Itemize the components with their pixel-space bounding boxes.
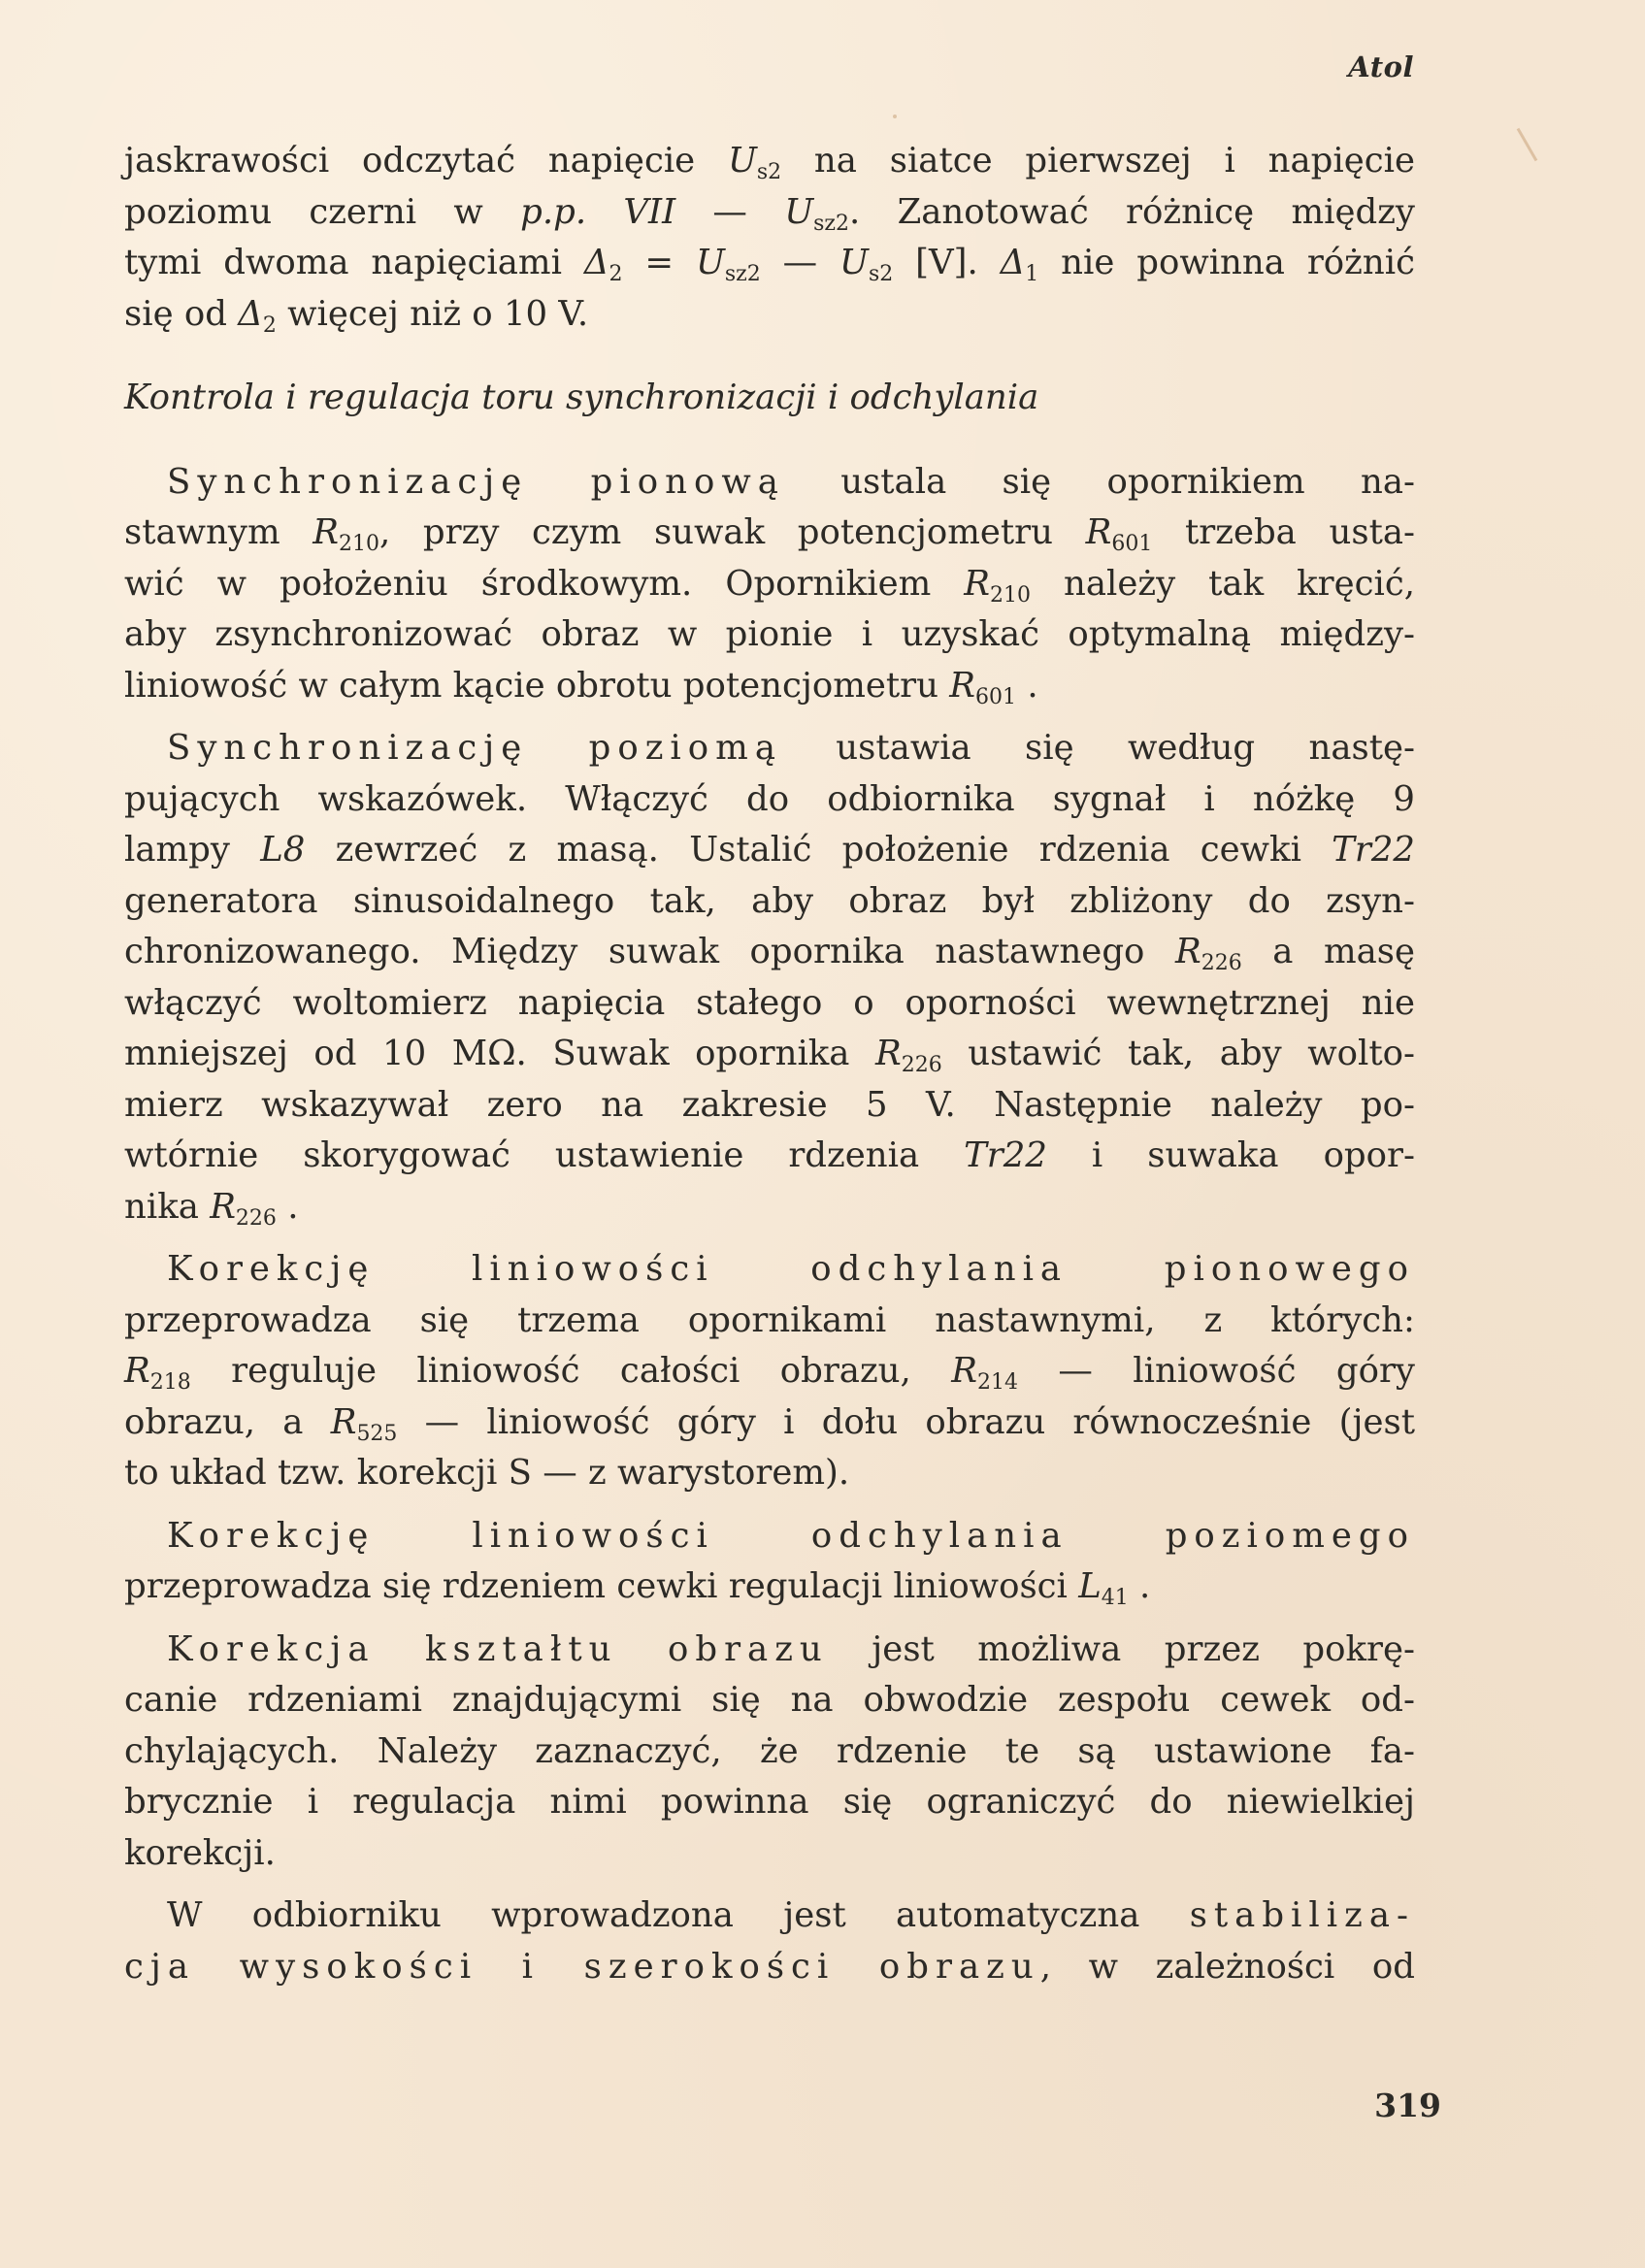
text-line: się od $\Delta_2$ więcej niż o 10 V.	[124, 293, 589, 338]
text-line: przeprowadza się trzema opornikami nastawnymi, z których:	[124, 1299, 1415, 1340]
text-line: lampy L8 zewrzeć z masą. Ustalić położenie rdzenia cewki Tr22	[124, 830, 1415, 870]
page-number: 319	[1374, 2087, 1441, 2124]
text-line: korekcji.	[124, 1832, 276, 1873]
text-line: $R_{218}$ reguluje liniowość całości obrazu, $R_{214}$ — liniowość góry	[124, 1351, 1415, 1395]
text-line: to układ tzw. korekcji S — z warystorem).	[124, 1453, 850, 1493]
text-line: W odbiorniku wprowadzona jest automatyczna stabiliza-	[167, 1895, 1415, 1935]
text-line: poziomu czerni w p.p. VII — $U_{sz2}$. Zanotować różnicę między	[124, 191, 1415, 236]
paragraph-vertical-sync	[124, 457, 1415, 712]
text-line	[124, 1244, 1415, 1296]
text-line: obrazu, a $R_{525}$ — liniowość góry i dołu obrazu równocześnie (jest	[124, 1401, 1415, 1446]
paper-fiber	[1517, 128, 1538, 161]
paragraph-auto-stabilization	[124, 1890, 1415, 1992]
spaced-emphasis: Synchronizację pionową	[167, 461, 785, 502]
text-line: mniejszej od 10 MΩ. Suwak opornika $R_{226}$ ustawić tak, aby wolto-	[124, 1034, 1415, 1077]
text-line: pujących wskazówek. Włączyć do odbiornika sygnał i nóżkę 9	[124, 778, 1415, 819]
text-line: brycznie i regulacja nimi powinna się ograniczyć do niewielkiej	[124, 1782, 1415, 1822]
text-line: generatora sinusoidalnego tak, aby obraz był zbliżony do zsyn-	[124, 880, 1415, 921]
section-heading: Kontrola i regulacja toru synchronizacji i odchylania	[124, 378, 1039, 417]
text-line	[124, 1511, 1415, 1562]
body-text	[124, 136, 1415, 1992]
paragraph-horizontal-sync	[124, 723, 1415, 1233]
spaced-emphasis: stabiliza-	[1189, 1895, 1415, 1935]
text-line: stawnym $R_{210}$, przy czym suwak potencjometru $R_{601}$ trzeba usta-	[124, 512, 1415, 556]
text-line: mierz wskazywał zero na zakresie 5 V. Następnie należy po-	[124, 1084, 1415, 1125]
text-line: włączyć woltomierz napięcia stałego o oporności wewnętrznej nie	[124, 982, 1415, 1023]
text-line: canie rdzeniami znajdującymi się na obwodzie zespołu cewek od-	[124, 1680, 1415, 1720]
running-head: Atol	[1348, 50, 1414, 83]
text-line: Synchronizację pionową ustala się opornikiem na-	[167, 461, 1415, 502]
text-line: wić w położeniu środkowym. Opornikiem $R_{210}$ należy tak kręcić,	[124, 563, 1415, 608]
text-line: tymi dwoma napięciami $\Delta_2 = U_{sz2}$ — $U_{s2}$ [V]. $\Delta_1$ nie powinna różnić	[124, 243, 1415, 286]
text-line: wtórnie skorygować ustawienie rdzenia Tr22 i suwaka opor-	[124, 1135, 1415, 1175]
paragraph-horizontal-linearity	[124, 1511, 1415, 1613]
spaced-emphasis: Korekcja kształtu obrazu	[167, 1628, 829, 1669]
text-line: Synchronizację poziomą ustawia się według nastę-	[167, 728, 1415, 768]
text-line: nika $R_{226}$ .	[124, 1186, 299, 1231]
text-line: cja wysokości i szerokości obrazu, w zależności od	[124, 1946, 1416, 1987]
spaced-emphasis: Korekcję liniowości odchylania pionowego	[167, 1249, 1415, 1289]
spaced-emphasis: cja wysokości i szerokości obrazu	[124, 1946, 1040, 1987]
text-line: aby zsynchronizować obraz w pionie i uzyskać optymalną między-	[124, 614, 1415, 654]
text-line: chylających. Należy zaznaczyć, że rdzenie te są ustawione fa-	[124, 1730, 1415, 1771]
paragraph-vertical-linearity	[124, 1244, 1415, 1499]
spaced-emphasis: Korekcję liniowości odchylania poziomego	[167, 1515, 1415, 1556]
text-line: liniowość w całym kącie obrotu potencjometru $R_{601}$ .	[124, 665, 1038, 709]
spaced-emphasis: Synchronizację poziomą	[167, 728, 782, 768]
paragraph-continuation	[124, 136, 1415, 340]
paper-speck	[893, 115, 897, 118]
text-line: chronizowanego. Między suwak opornika nastawnego $R_{226}$ a masę	[124, 932, 1415, 975]
text-line: Korekcja kształtu obrazu jest możliwa przez pokrę-	[167, 1628, 1415, 1669]
text-line: przeprowadza się rdzeniem cewki regulacji liniowości $L_{41}$ .	[124, 1566, 1151, 1610]
paragraph-shape-correction	[124, 1625, 1415, 1880]
text-line: jaskrawości odczytać napięcie $U_{s2}$ na siatce pierwszej i napięcie	[124, 141, 1415, 184]
